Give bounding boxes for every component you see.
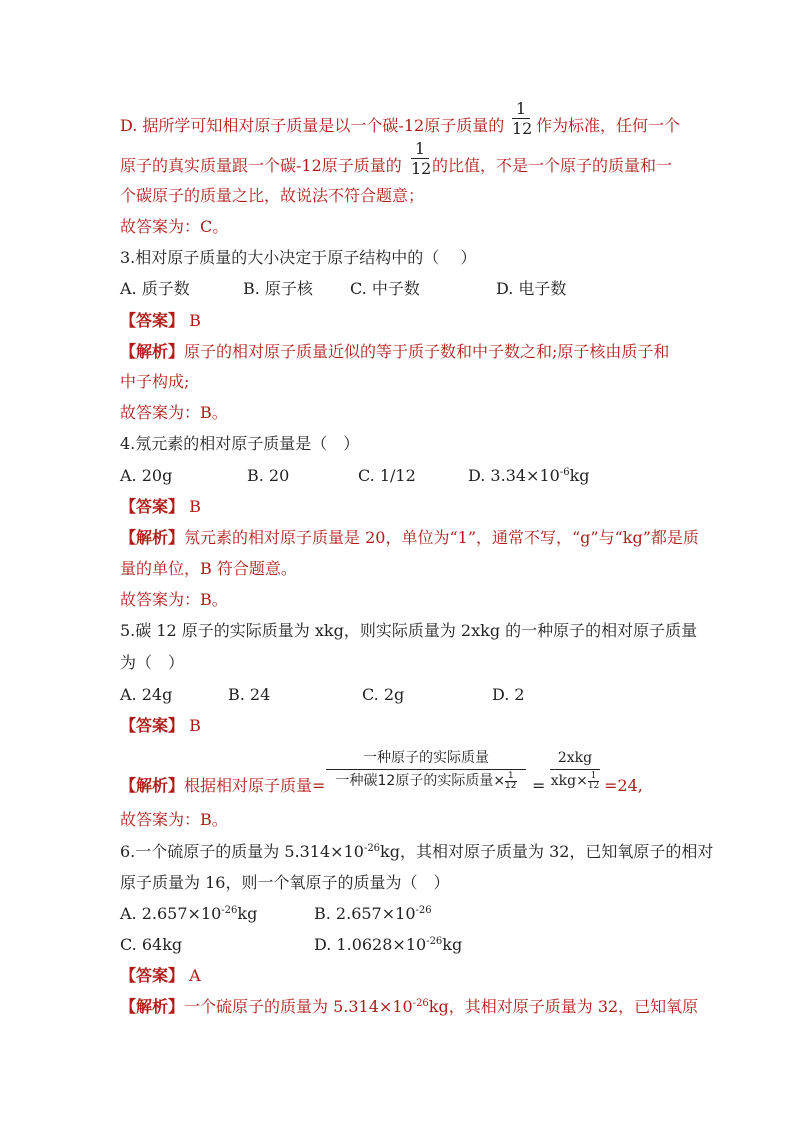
fraction-one-twelfth-2: 1 12 — [411, 139, 432, 178]
q5-option-a: A. 24g — [120, 685, 173, 704]
q6-option-b: B. $2.657\times 10^{-26}$ — [314, 904, 432, 923]
q4-answer: 【答案】 B — [120, 497, 201, 516]
q5-explanation: 【解析】根据相对原子质量= — [120, 776, 326, 795]
q3-option-d: D. 电子数 — [496, 279, 567, 298]
q6-stem-2: 原子质量为 16，则一个氧原子的质量为（ ） — [120, 873, 450, 892]
q4-option-b: B. 20 — [247, 466, 290, 485]
q5-stem-2: 为（ ） — [120, 653, 185, 672]
q3-option-a: A. 质子数 — [120, 279, 190, 298]
d-option-line-1: D. 据所学可知相对原子质量是以一个碳-12原子质量的 — [120, 116, 505, 135]
q5-answer: 【答案】 B — [120, 716, 201, 735]
d-option-line-1-end: 作为标准，任何一个 — [536, 116, 681, 135]
relative-mass-formula: 一种原子的实际质量 一种碳12原子的实际质量× $\frac{1}{12}$ — [326, 748, 526, 791]
q3-explanation-1: 【解析】原子的相对原子质量近似的等于质子数和中子数之和;原子核由质子和 — [120, 342, 670, 361]
q5-option-c: C. 2g — [362, 685, 405, 704]
q4-final-answer: 故答案为：B。 — [120, 590, 228, 609]
q6-option-d: D. $1.0628\times 10^{-26}kg$ — [314, 935, 463, 954]
formula-equals: = — [532, 776, 546, 795]
q4-option-a: A. 20g — [120, 466, 173, 485]
q5-final-answer: 故答案为：B。 — [120, 810, 228, 829]
q6-explanation: 【解析】一个硫原子的质量为 $5.314\times 10^{-26}kg$，其相对原子质量为 32，已知氧原 — [120, 997, 699, 1016]
q5-option-d: D. 2 — [492, 685, 525, 704]
d-option-line-2-end: 的比值，不是一个原子的质量和一 — [432, 156, 673, 175]
mass-ratio-fraction: 2xkg xkg× $\frac{1}{12}$ — [550, 750, 600, 791]
q3-stem: 3.相对原子质量的大小决定于原子结构中的（ ） — [120, 248, 477, 267]
q4-option-d: D. $3.34\times 10^{-6}kg$ — [468, 466, 590, 485]
q6-option-c: C. 64kg — [120, 935, 183, 954]
q5-option-b: B. 24 — [228, 685, 271, 704]
d-option-line-2: 原子的真实质量跟一个碳-12原子质量的 — [120, 156, 402, 175]
q4-option-c: C. 1/12 — [358, 466, 416, 485]
q5-stem-1: 5.碳 12 原子的实际质量为 xkg，则实际质量为 2xkg 的一种原子的相对原子质量 — [120, 621, 698, 640]
fraction-one-twelfth: 1 12 — [512, 99, 533, 138]
q4-stem: 4.氖元素的相对原子质量是（ ） — [120, 434, 360, 453]
answer-prev-final: 故答案为：C。 — [120, 217, 229, 236]
q3-explanation-2: 中子构成; — [120, 372, 190, 391]
q4-explanation-1: 【解析】氖元素的相对原子质量是 20，单位为“1”，通常不写，“g”与“kg”都是质 — [120, 528, 699, 547]
q6-stem-1: 6.一个硫原子的质量为 $5.314\times 10^{-26}kg$，其相对原子质量为 32，已知氧原子的相对 — [120, 842, 714, 861]
q3-answer: 【答案】 B — [120, 311, 201, 330]
q4-explanation-2: 量的单位，B 符合题意。 — [120, 559, 297, 578]
d-option-line-3: 个碳原子的质量之比，故说法不符合题意； — [120, 186, 425, 205]
q6-answer: 【答案】 A — [120, 966, 201, 985]
q3-option-b: B. 原子核 — [243, 279, 313, 298]
q3-final-answer: 故答案为：B。 — [120, 403, 228, 422]
q6-option-a: A. $2.657\times 10^{-26}kg$ — [120, 904, 258, 923]
q3-option-c: C. 中子数 — [350, 279, 420, 298]
formula-result: =24, — [604, 776, 643, 795]
